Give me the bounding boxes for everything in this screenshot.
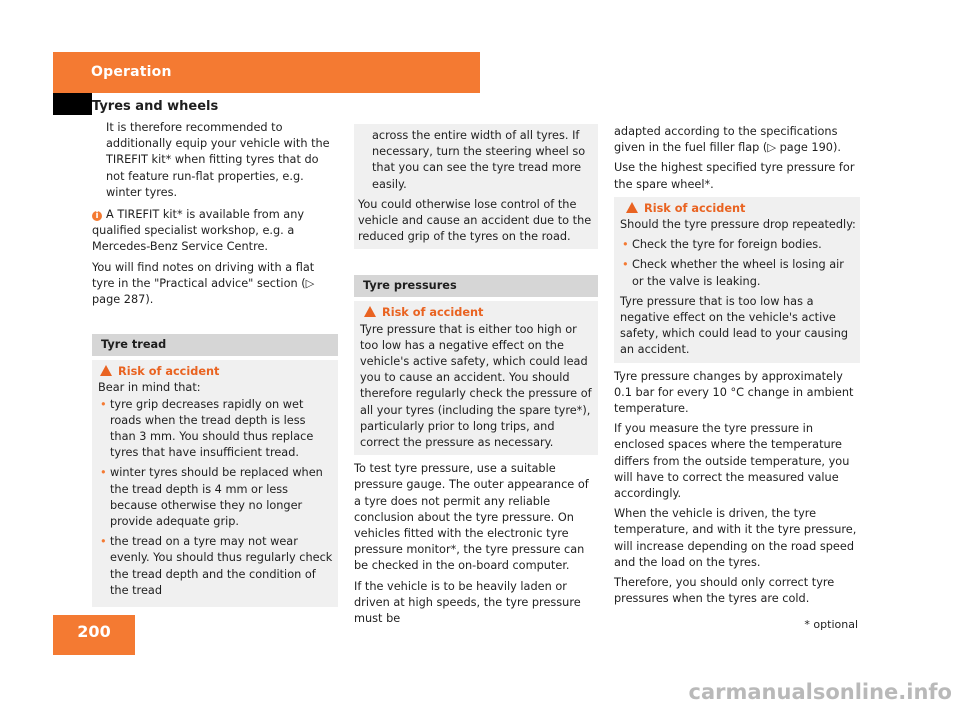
paragraph: You could otherwise lose control of the vehicle and cause an accident due to the reduced grip of the tyres on the road.	[358, 197, 592, 244]
warning-title: Risk of accident	[118, 365, 220, 379]
paragraph: adapted according to the specifications given in the fuel filler flap (▷ page 190).	[614, 125, 841, 155]
warning-list	[98, 397, 334, 599]
paragraph: It is therefore recommended to additionally equip your vehicle with the TIREFIT kit* when fitting tyres that do not feature run-flat properties, e.g. winter tyres.	[106, 121, 330, 199]
paragraph: When the vehicle is driven, the tyre temperature, and with it the tyre pressure, will increase depending on the road speed and the load on the tyres.	[614, 507, 857, 569]
list-item: • Check whether the wheel is losing air or the valve is leaking.	[620, 257, 856, 289]
list-item: • Check the tyre for foreign bodies.	[620, 237, 856, 253]
warning-icon	[364, 306, 376, 317]
list-item: • winter tyres should be replaced when the tread depth is 4 mm or less because otherwise they no longer provide adequate grip.	[98, 465, 334, 530]
warning-icon	[100, 365, 112, 376]
paragraph: Therefore, you should only correct tyre pressures when the tyres are cold.	[614, 576, 835, 606]
paragraph: Tyre pressure changes by approximately 0.1 bar for every 10 °C change in ambient temperature.	[614, 369, 854, 416]
section-marker	[53, 93, 92, 115]
column-3	[614, 124, 860, 611]
paragraph: You will find notes on driving with a flat tyre in the "Practical advice" section (▷ page 287).	[92, 260, 315, 307]
warning-title-row	[360, 305, 594, 321]
warning-box	[354, 301, 598, 455]
warning-intro: Bear in mind that:	[98, 381, 201, 395]
watermark: carmanualsonline.info	[688, 680, 952, 704]
warning-title: Risk of accident	[382, 306, 484, 320]
paragraph: across the entire width of all tyres. If necessary, turn the steering wheel so that you can see the tyre tread more easily.	[372, 129, 586, 191]
footnote: * optional	[804, 618, 858, 631]
warning-title-row	[98, 364, 334, 380]
warning-intro: Should the tyre pressure drop repeatedly:	[620, 218, 856, 232]
paragraph: Use the highest specified tyre pressure for the spare wheel*.	[614, 161, 855, 191]
list-item: • tyre grip decreases rapidly on wet roads when the tread depth is less than 3 mm. You should thus replace tyres that have insufficient tread.	[98, 397, 334, 462]
warning-title-row	[620, 201, 856, 217]
warning-list	[620, 237, 856, 290]
section-heading-tyre-tread: Tyre tread	[92, 334, 338, 356]
info-icon: i	[92, 211, 102, 221]
section-title: Operation	[91, 64, 172, 80]
info-text: A TIREFIT kit* is available from any qualified specialist workshop, e.g. a Mercedes-Benz Service Centre.	[92, 208, 305, 254]
warning-box-continued	[354, 124, 598, 249]
warning-box	[92, 360, 338, 607]
info-note	[92, 207, 338, 256]
column-2	[354, 124, 598, 631]
list-item: • the tread on a tyre may not wear evenly. You should thus regularly check the tread depth and the condition of the tread	[98, 534, 334, 599]
page-subtitle: Tyres and wheels	[92, 99, 219, 114]
column-1	[92, 120, 338, 607]
paragraph: To test tyre pressure, use a suitable pressure gauge. The outer appearance of a tyre does not permit any reliable conclusion about the tyre pressure. On vehicles fitted with the electronic tyre pressure monitor*, the tyre pressure can be checked in the on-board computer.	[354, 462, 589, 573]
warning-text: Tyre pressure that is too low has a negative effect on the vehicle's active safety, which could lead to your causing an accident.	[620, 294, 849, 357]
page-number: 200	[53, 615, 135, 655]
paragraph: If the vehicle is to be heavily laden or driven at high speeds, the tyre pressure must be	[354, 579, 581, 626]
paragraph: If you measure the tyre pressure in enclosed spaces where the temperature differs from the outside temperature, you will have to correct the measured value accordingly.	[614, 422, 850, 501]
warning-icon	[626, 202, 638, 213]
warning-title: Risk of accident	[644, 201, 746, 215]
warning-box	[614, 197, 860, 363]
warning-text: Tyre pressure that is either too high or too low has a negative effect on the vehicle's active safety, which could lead you to cause an accident. You should therefore regularly check the pressure of all your tyres (including the spare tyre*), particularly prior to long trips, and correct the pressure as necessary.	[360, 322, 592, 450]
section-heading-tyre-pressures: Tyre pressures	[354, 275, 598, 297]
section-tab	[53, 52, 480, 93]
